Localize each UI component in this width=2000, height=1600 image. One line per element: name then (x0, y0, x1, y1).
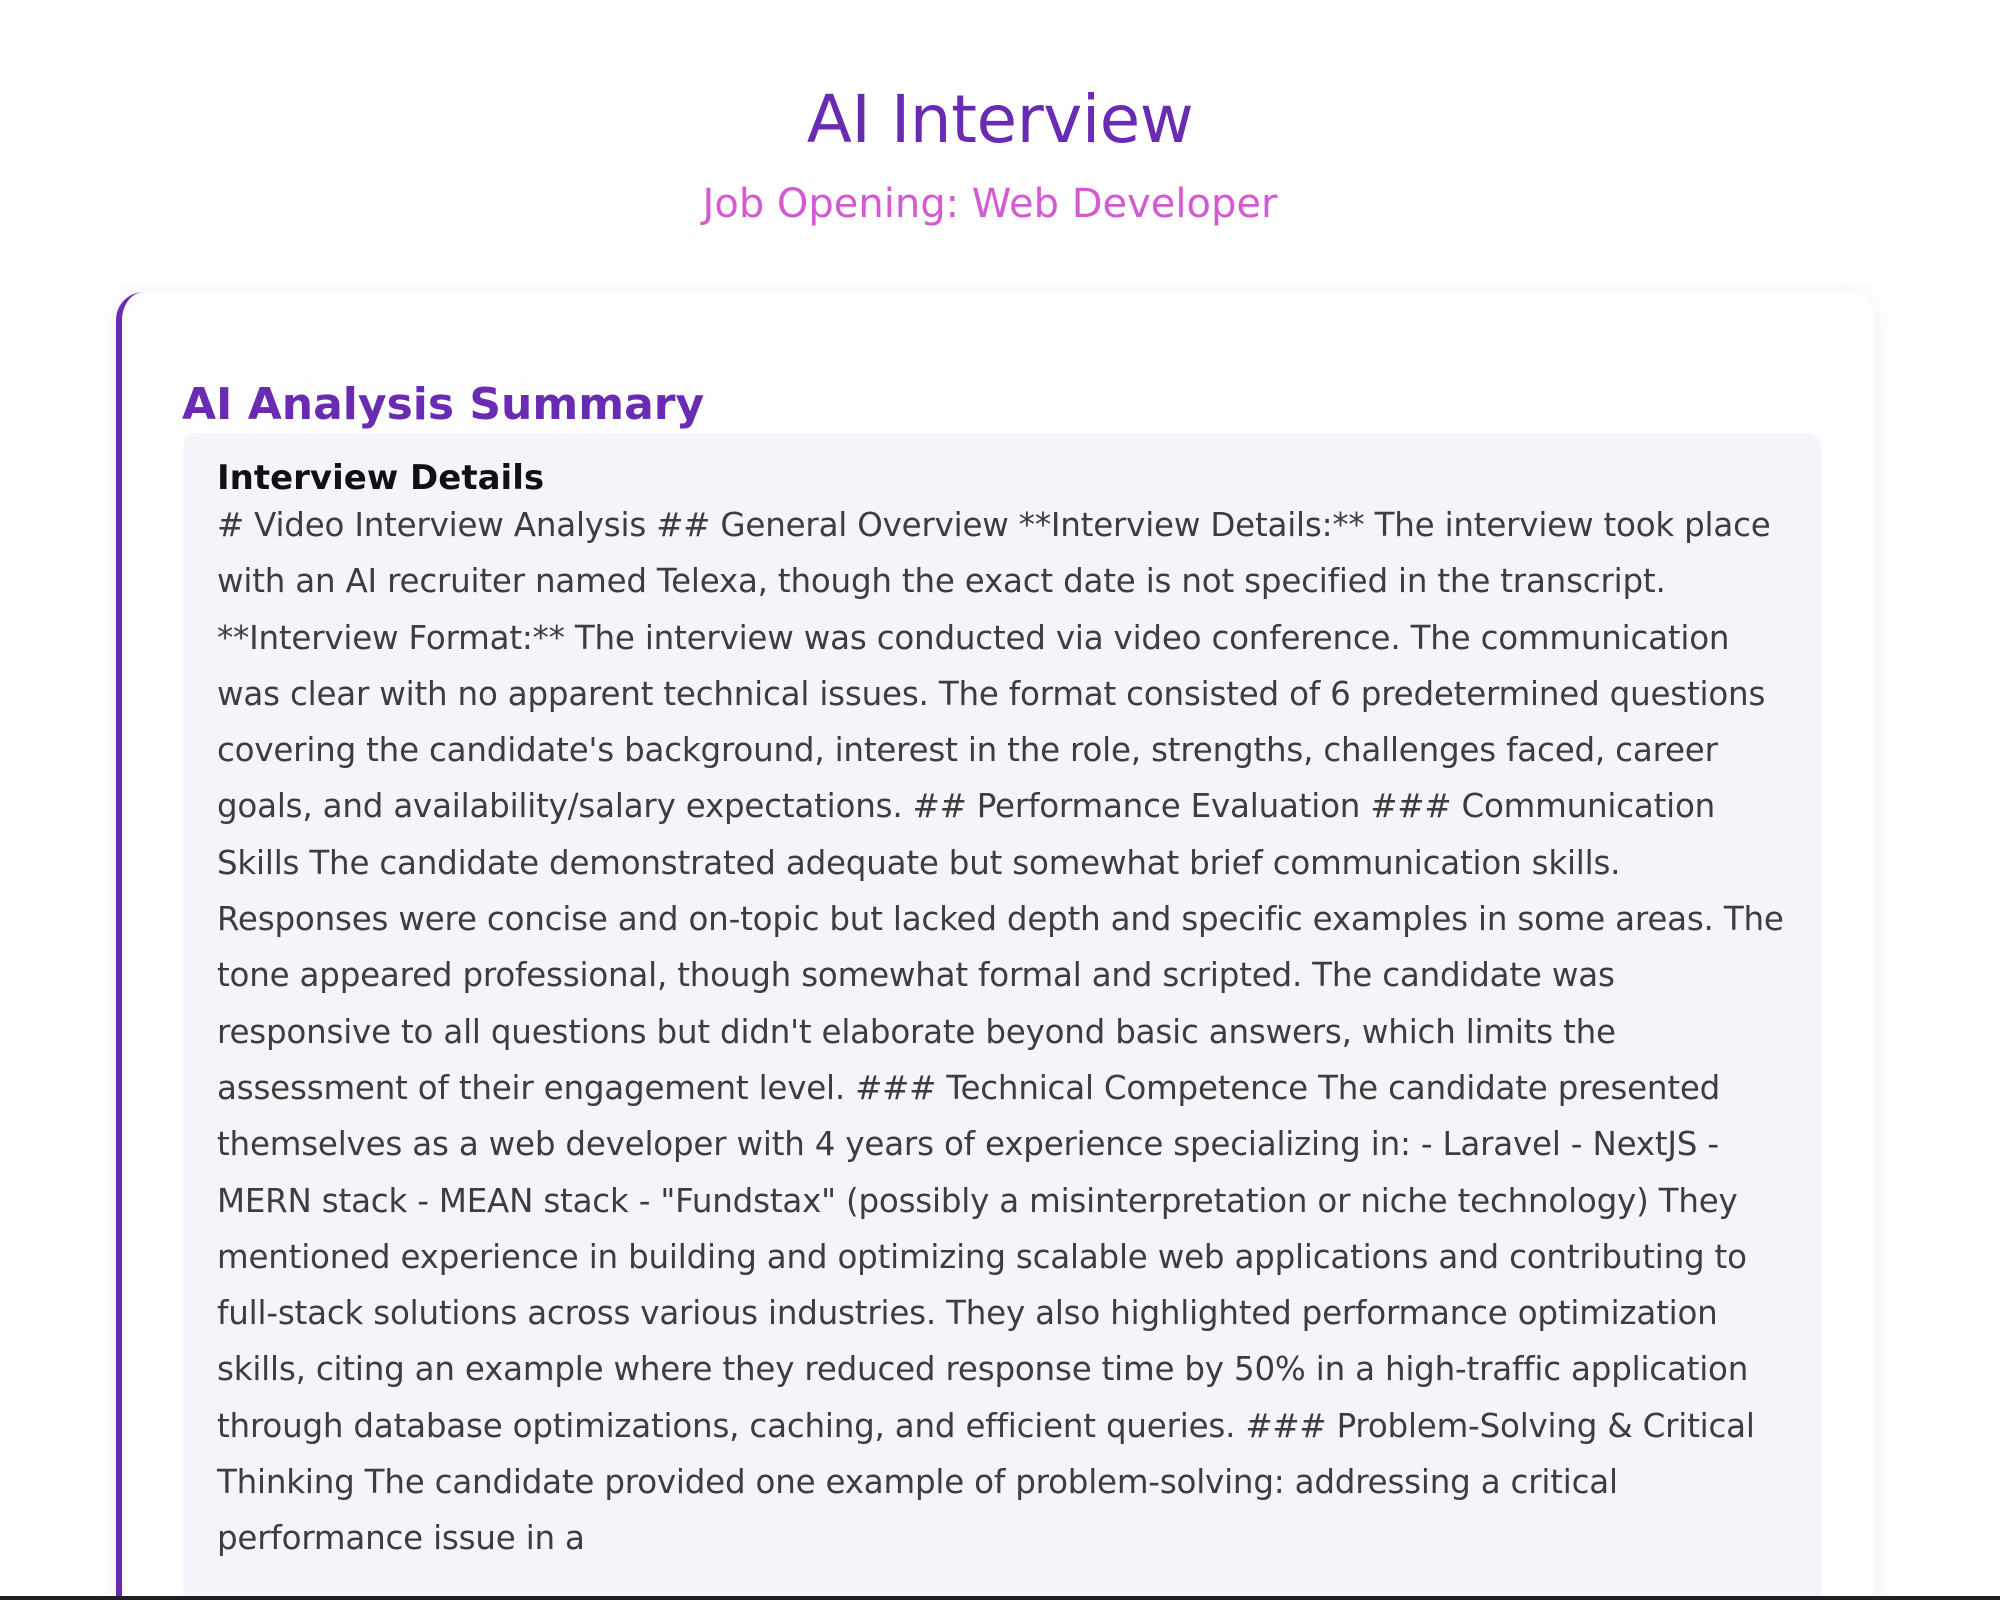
job-opening-subtitle: Job Opening: Web Developer (702, 181, 1278, 227)
ai-analysis-summary-title: AI Analysis Summary (182, 378, 705, 430)
video-interview-analysis-text: # Video Interview Analysis ## General Overview **Interview Details:** The interview took place with an AI recruiter named Telexa, though the exact date is not specified in the transcript. **Interview Format:** The interview was conducted via video conference. The communication was clear with no apparent technical issues. The format consisted of 6 predetermined questions covering the candidate's background, interest in the role, strengths, challenges faced, career goals, and availability/salary expectations. ## Performance Evaluation ### Communication Skills The candidate demonstrated adequate but somewhat brief communication skills. Responses were concise and on-topic but lacked depth and specific examples in some areas. The tone appeared professional, though somewhat formal and scripted. The candidate was responsive to all questions but didn't elaborate beyond basic answers, which limits the assessment of their engagement level. ### Technical Competence The candidate presented themselves as a web developer with 4 years of experience specializing in: - Laravel - NextJS - MERN stack - MEAN stack - "Fundstax" (possibly a misinterpretation or niche technology) They mentioned experience in building and optimizing scalable web applications and contributing to full-stack solutions across various industries. They also highlighted performance optimization skills, citing an example where they reduced response time by 50% in a high-traffic application through database optimizations, caching, and efficient queries. ### Problem-Solving & Critical Thinking The candidate provided one example of problem-solving: addressing a critical performance issue in a (217, 506, 1784, 1558)
window-bottom-edge (0, 1596, 2000, 1600)
interview-details-label: Interview Details (217, 458, 545, 498)
page-title: AI Interview (806, 81, 1194, 158)
interview-details-panel[interactable] (183, 433, 1821, 1600)
ai-analysis-summary-card (116, 292, 1874, 1600)
